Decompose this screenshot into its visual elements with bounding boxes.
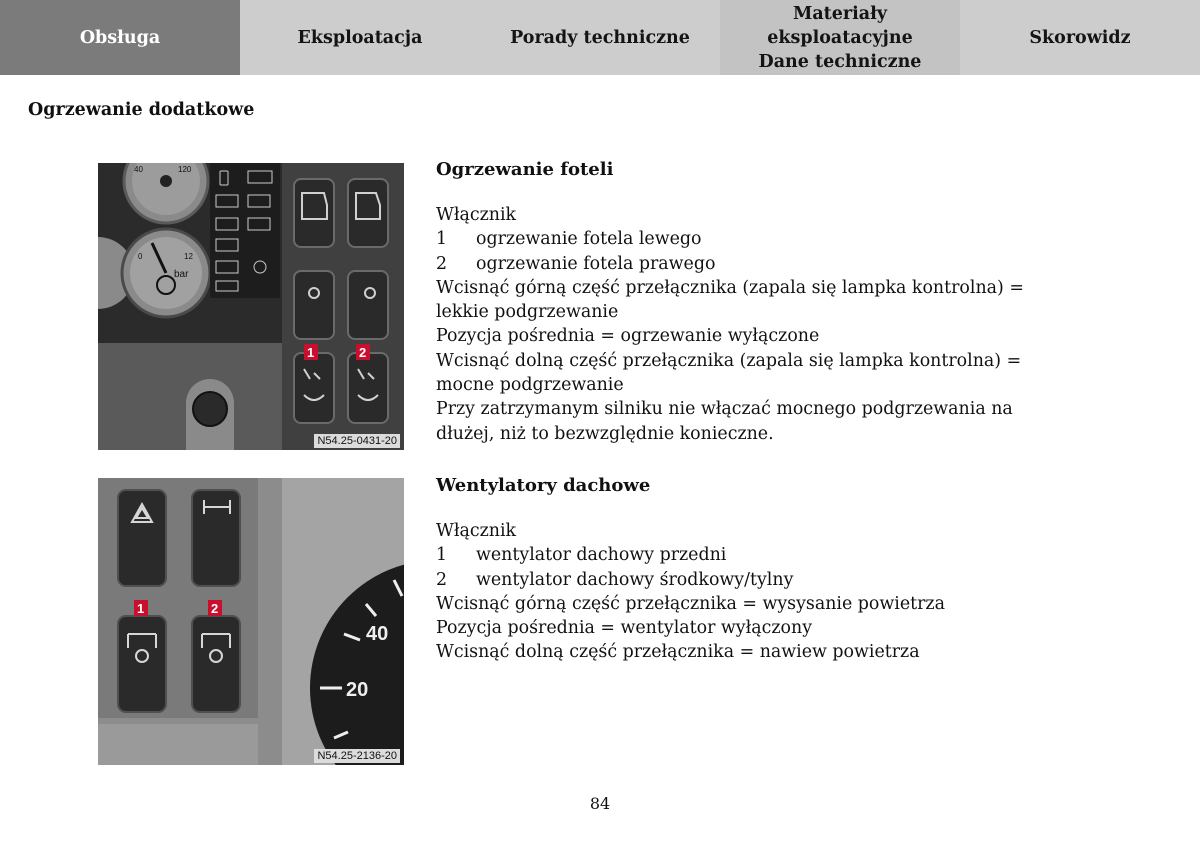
- section-title: Ogrzewanie dodatkowe: [28, 100, 255, 120]
- switch-2-marker: 2: [359, 345, 367, 360]
- gauge-unit: bar: [174, 269, 189, 280]
- gauge-mid-label-b: 12: [184, 252, 193, 261]
- item-text: wentylator dachowy środkowy/tylny: [476, 569, 794, 590]
- paragraph-line: Przy zatrzymanym silniku nie włączać mocnego podgrzewania na dłużej, niż to bezwzględnie konieczne.: [436, 399, 1013, 444]
- speedo-label-high: 40: [366, 623, 389, 645]
- roof-fan-heading: Wentylatory dachowe: [436, 475, 651, 496]
- gauge-mid-label-a: 0: [138, 252, 143, 261]
- list-item: [436, 252, 1076, 276]
- tab-materialy[interactable]: [720, 0, 960, 75]
- tab-obsluga[interactable]: [0, 0, 240, 75]
- gauge-top-label-a: 40: [134, 165, 143, 174]
- top-navigation: [0, 0, 1200, 75]
- item-text: ogrzewanie fotela lewego: [476, 229, 702, 250]
- tab-obsluga-label: Obsługa: [79, 27, 161, 48]
- page-number: 84: [589, 794, 611, 813]
- list-item: [436, 227, 1076, 251]
- tab-eksploatacja-label: Eksploatacja: [297, 27, 423, 48]
- figure1-code: N54.25-0431-20: [314, 434, 400, 448]
- fan-switch-1-marker: 1: [137, 601, 145, 616]
- roof-fan-photo: [98, 478, 404, 765]
- tab-porady-label: Porady techniczne: [510, 27, 690, 48]
- speedo-label-low: 20: [346, 679, 369, 701]
- gauge-top-label-b: 120: [178, 165, 192, 174]
- item-text: wentylator dachowy przedni: [476, 545, 727, 566]
- figure2-code: N54.25-2136-20: [314, 749, 400, 763]
- list-item: [436, 568, 1076, 592]
- paragraph-line: Wcisnąć górną część przełącznika = wysysanie powietrza: [436, 593, 945, 614]
- item-number: 2: [436, 569, 448, 590]
- tab-skorowidz[interactable]: [960, 0, 1200, 75]
- tab-skorowidz-label: Skorowidz: [1029, 27, 1131, 48]
- list-item: [436, 543, 1076, 567]
- switch-1-marker: 1: [307, 345, 315, 360]
- tab-porady-techniczne[interactable]: [480, 0, 720, 75]
- item-number: 1: [436, 229, 448, 250]
- seat-heating-photo: [98, 163, 404, 450]
- paragraph-line: Wcisnąć dolną część przełącznika (zapala się lampka kontrolna) = mocne podgrzewanie: [436, 350, 1022, 396]
- seat-heating-heading: Ogrzewanie foteli: [436, 159, 614, 180]
- item-text: ogrzewanie fotela prawego: [476, 253, 716, 274]
- paragraph-line: Pozycja pośrednia = ogrzewanie wyłączone: [436, 326, 820, 347]
- paragraph-line: Wcisnąć górną część przełącznika (zapala się lampka kontrolna) = lekkie podgrzewanie: [436, 277, 1024, 323]
- tab-materialy-label: Materiały eksploatacyjne Dane techniczne: [758, 3, 922, 72]
- tab-eksploatacja[interactable]: [240, 0, 480, 75]
- item-number: 2: [436, 253, 448, 274]
- paragraph-line: Pozycja pośrednia = wentylator wyłączony: [436, 618, 813, 639]
- seat-heating-intro: Włącznik: [436, 205, 517, 225]
- roof-fan-section: [436, 474, 1076, 665]
- fan-switch-2-marker: 2: [211, 601, 219, 616]
- roof-fan-intro: Włącznik: [436, 521, 517, 541]
- item-number: 1: [436, 545, 448, 566]
- paragraph-line: Wcisnąć dolną część przełącznika = nawiew powietrza: [436, 642, 920, 663]
- seat-heating-section: [436, 158, 1076, 446]
